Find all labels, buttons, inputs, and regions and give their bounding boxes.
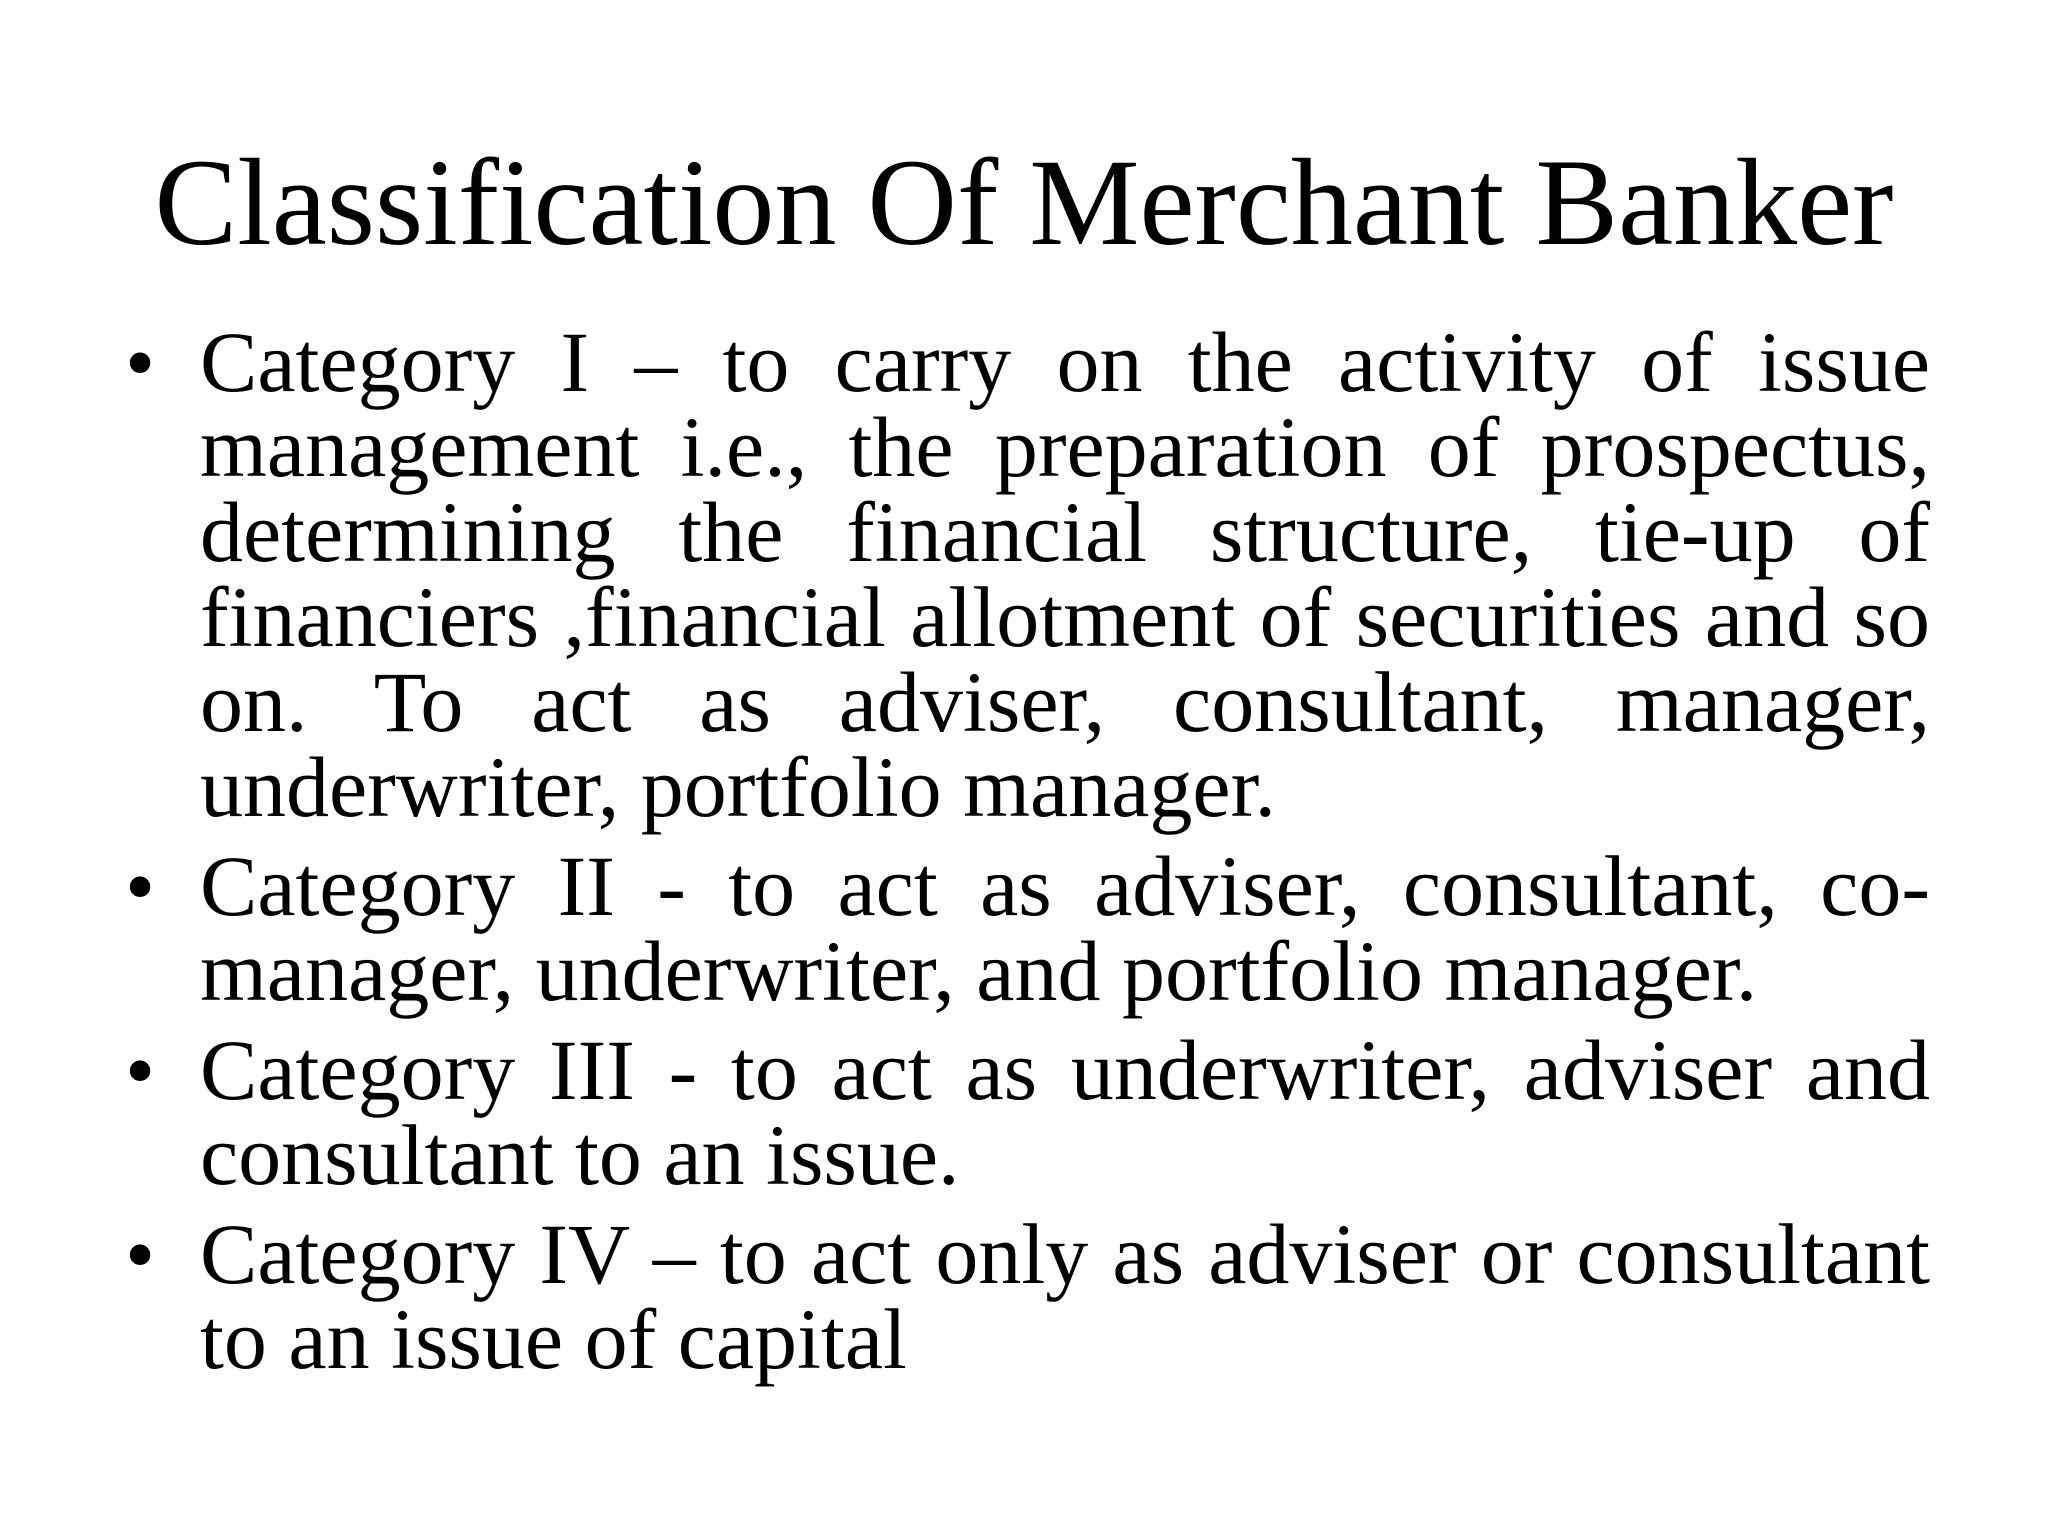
bullet-item-category-iv xyxy=(124,1206,1930,1387)
bullet-text: Category IV – to act only as adviser or consultant to an issue of capital xyxy=(200,1206,1930,1387)
bullet-icon: • xyxy=(124,1206,156,1302)
bullet-icon: • xyxy=(124,314,156,410)
bullet-icon: • xyxy=(124,1022,156,1118)
bullet-text: Category II - to act as adviser, consultant, co-manager, underwriter, and portfolio manager. xyxy=(200,838,1930,1019)
bullet-text: Category I – to carry on the activity of issue management i.e., the preparation of prospectus, determining the financial structure, tie-up of financiers ,financial allotment of securities and so on. To act as adviser, consultant, manager, underwriter, portfolio manager. xyxy=(200,314,1930,835)
bullet-icon: • xyxy=(124,838,156,934)
bullet-text: Category III - to act as underwriter, adviser and consultant to an issue. xyxy=(200,1022,1930,1203)
bullet-item-category-i xyxy=(124,314,1930,835)
bullet-item-category-iii xyxy=(124,1022,1930,1203)
slide-title: Classification Of Merchant Banker xyxy=(154,134,1894,271)
bullet-list xyxy=(124,314,1930,1396)
bullet-item-category-ii xyxy=(124,838,1930,1019)
